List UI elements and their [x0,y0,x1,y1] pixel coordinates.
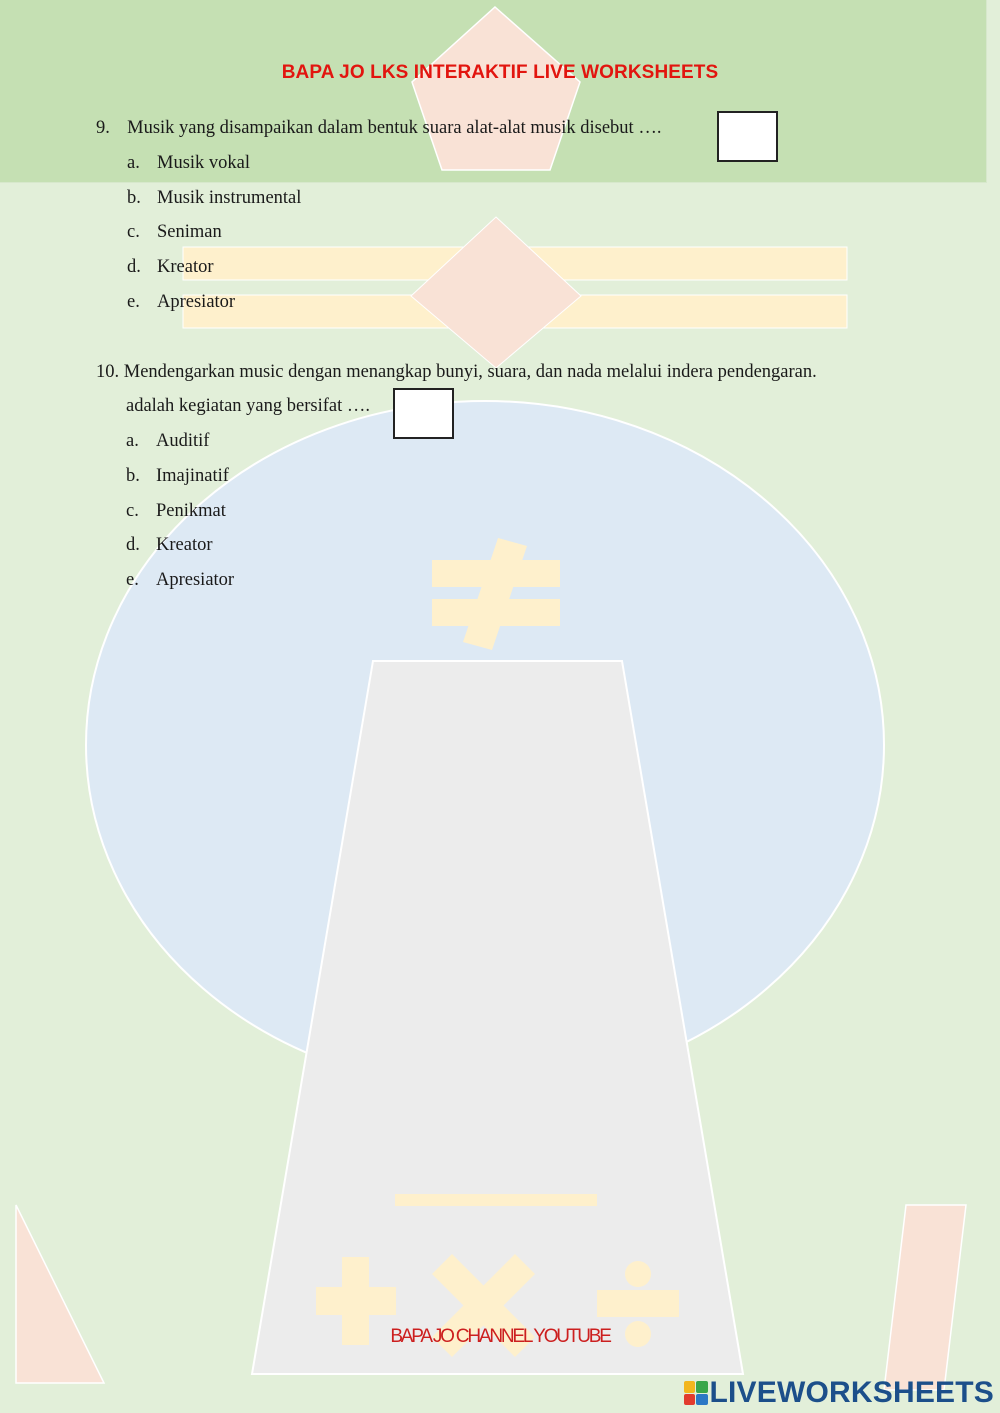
minus-icon [395,1194,597,1206]
question-text: Musik yang disampaikan dalam bentuk suara alat-alat musik disebut …. [127,118,662,138]
option-9b: b. Musik instrumental [127,188,302,208]
question-text-line1: Mendengarkan music dengan menangkap bunyi, suara, dan nada melalui indera pendengaran. [123,362,817,382]
option-10a: a. Auditif [126,431,210,451]
question-number: 10. [96,362,120,382]
option-9d: d. Kreator [127,257,214,277]
option-10e: e. Apresiator [126,570,235,590]
diamond-shape [411,217,581,368]
question-9 [96,118,661,139]
question-number: 9. [96,118,110,138]
option-10b: b. Imajinatif [126,466,229,486]
option-9c: c. Seniman [127,222,222,242]
triangle-shape [16,1205,104,1383]
parallelogram-shape [884,1205,966,1390]
question-10-line2: adalah kegiatan yang bersifat …. [126,396,370,416]
option-10c: c. Penikmat [126,501,226,521]
answer-box-9[interactable] [717,111,778,162]
worksheet-title: BAPA JO LKS INTERAKTIF LIVE WORKSHEETS [281,62,719,83]
option-9a: a. Musik vokal [127,153,251,173]
brand-name: LIVEWORKSHEETS [709,1376,994,1409]
liveworksheets-logo-icon [684,1381,708,1405]
footer-channel-text: BAPA JO CHANNEL YOUTUBE [390,1326,610,1347]
liveworksheets-brand[interactable] [684,1377,995,1409]
option-10d: d. Kreator [126,535,213,555]
pentagon-shape [412,7,580,170]
option-9e: e. Apresiator [127,292,236,312]
question-10 [96,362,817,383]
answer-box-10[interactable] [393,388,454,439]
